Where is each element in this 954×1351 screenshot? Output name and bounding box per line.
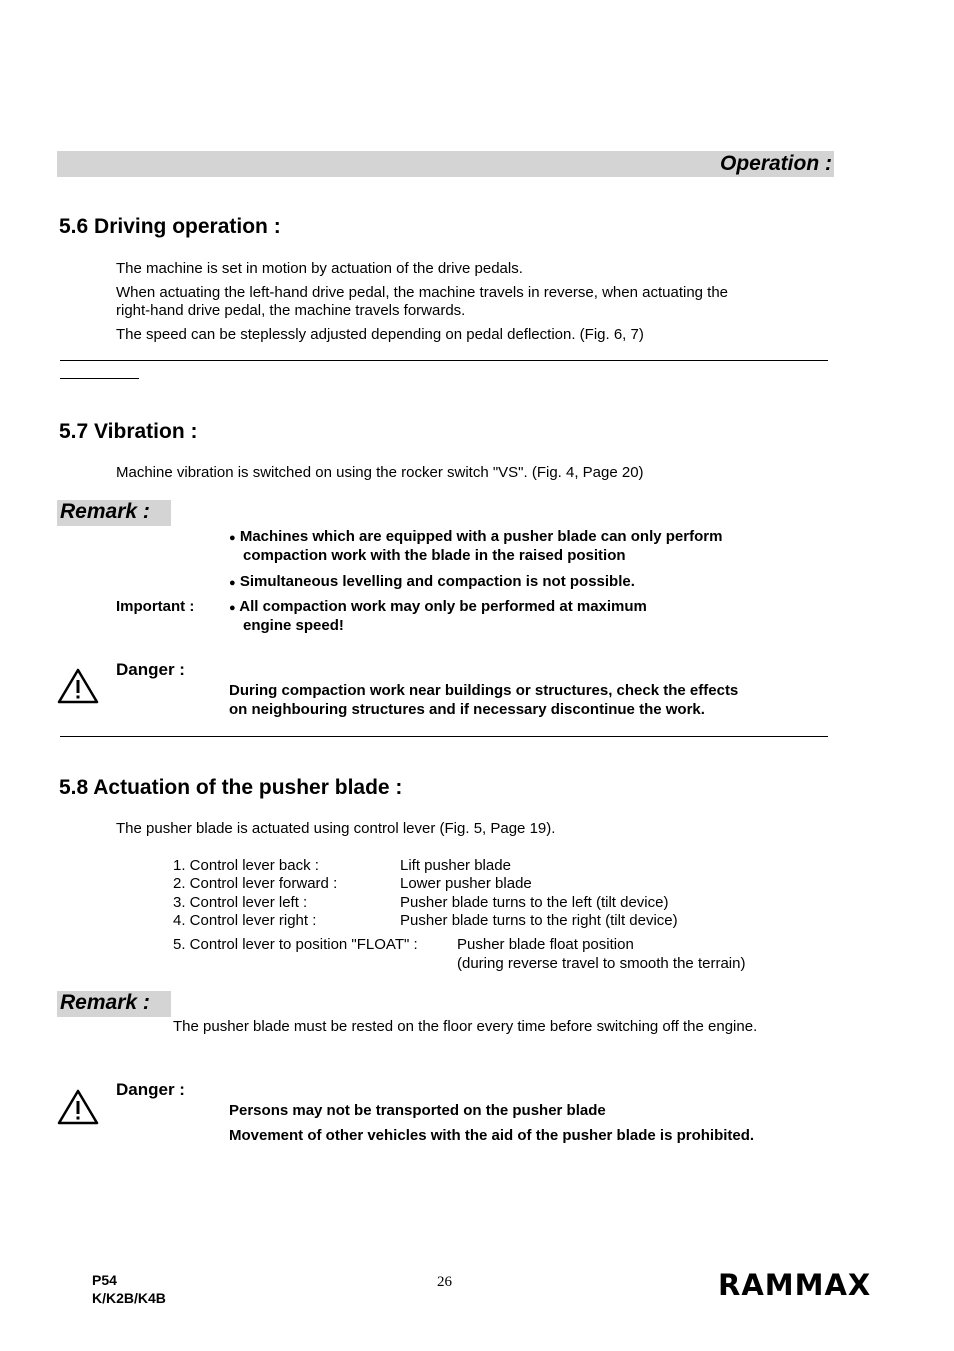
- remark-label: Remark :: [60, 991, 150, 1014]
- control-list-value: (during reverse travel to smooth the terrain): [457, 955, 746, 972]
- control-list-key: 2. Control lever forward :: [173, 875, 338, 892]
- paragraph: The machine is set in motion by actuation of the drive pedals.: [116, 260, 523, 277]
- remark-label-box: [57, 500, 171, 526]
- paragraph: The speed can be steplessly adjusted depending on pedal deflection. (Fig. 6, 7): [116, 326, 644, 343]
- bullet-item-continued: compaction work with the blade in the raised position: [243, 547, 626, 564]
- control-list-key: 4. Control lever right :: [173, 912, 317, 929]
- divider: [60, 360, 828, 361]
- paragraph: When actuating the left-hand drive pedal, the machine travels in reverse, when actuating the: [116, 284, 729, 301]
- control-list-key: 1. Control lever back :: [173, 857, 319, 874]
- remark-label-box: [57, 991, 171, 1017]
- bullet-item: ● Machines which are equipped with a pusher blade can only perform: [229, 528, 723, 545]
- heading-5-7: 5.7 Vibration :: [59, 420, 198, 443]
- control-list-key: 5. Control lever to position "FLOAT" :: [173, 936, 418, 953]
- divider: [60, 378, 139, 379]
- paragraph: right-hand drive pedal, the machine travels forwards.: [116, 302, 466, 319]
- bullet-item-continued: engine speed!: [243, 617, 344, 634]
- paragraph: The pusher blade is actuated using control lever (Fig. 5, Page 19).: [116, 820, 556, 837]
- danger-text: Movement of other vehicles with the aid of the pusher blade is prohibited.: [229, 1127, 755, 1144]
- control-list-value: Lift pusher blade: [400, 857, 511, 874]
- section-title: Operation :: [719, 152, 832, 175]
- danger-text: During compaction work near buildings or structures, check the effects: [229, 682, 739, 699]
- heading-5-6: 5.6 Driving operation :: [59, 215, 281, 238]
- danger-text: Persons may not be transported on the pusher blade: [229, 1102, 606, 1119]
- control-list-value: Pusher blade turns to the left (tilt device): [400, 894, 669, 911]
- paragraph: Machine vibration is switched on using the rocker switch "VS". (Fig. 4, Page 20): [116, 464, 644, 481]
- remark-label: Remark :: [60, 500, 150, 523]
- brand-logo: RAMMAX: [718, 1268, 872, 1302]
- control-list-key: 3. Control lever left :: [173, 894, 308, 911]
- heading-5-8: 5.8 Actuation of the pusher blade :: [59, 776, 403, 799]
- warning-triangle-icon: [57, 668, 99, 704]
- bullet-item: ● Simultaneous levelling and compaction is not possible.: [229, 573, 635, 590]
- control-list-value: Lower pusher blade: [400, 875, 532, 892]
- section-header-bar: [57, 151, 834, 177]
- danger-text: on neighbouring structures and if necessary discontinue the work.: [229, 701, 705, 718]
- bullet-item: ● All compaction work may only be performed at maximum: [229, 598, 647, 615]
- footer-model-variants: K/K2B/K4B: [92, 1290, 166, 1306]
- danger-label: Danger :: [116, 1080, 185, 1099]
- important-label: Important :: [116, 598, 195, 615]
- bullet-icon: ●: [229, 577, 236, 589]
- page-number: 26: [437, 1274, 452, 1290]
- control-list-value: Pusher blade float position: [457, 936, 634, 953]
- danger-label: Danger :: [116, 660, 185, 679]
- footer-model: P54: [92, 1272, 117, 1288]
- remark-text: The pusher blade must be rested on the floor every time before switching off the engine.: [173, 1018, 758, 1035]
- bullet-icon: ●: [229, 602, 236, 614]
- bullet-icon: ●: [229, 532, 236, 544]
- warning-triangle-icon: [57, 1089, 99, 1125]
- divider: [60, 736, 828, 737]
- control-list-value: Pusher blade turns to the right (tilt device): [400, 912, 678, 929]
